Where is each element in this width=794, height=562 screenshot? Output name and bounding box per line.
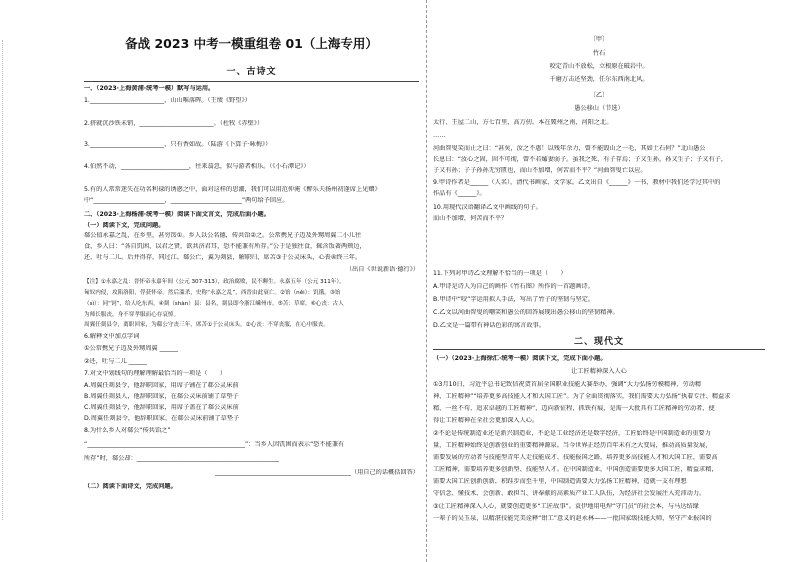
text-line: 一、（2023·上海黄浦·统考一模）默写与运用。: [84, 85, 215, 92]
text-line: 量，工匠精神始终是创新创业的重要精神源泉。当今世界正经历百年未有之大变局，推动高质量发展，: [433, 442, 712, 449]
section-rule: [433, 349, 765, 350]
text-line: D.周翼任剡县令，他辞职回家，在郗公灵床前铺了草垫子: [84, 415, 240, 422]
text-line: B.周翼任剡县人，他辞职回家，在郗公灵床前铺了草垫子: [84, 393, 239, 400]
poem-line-2: 千磨万击还坚劲，任尔东西南北风。: [549, 76, 649, 83]
text-line: 得让工匠精神在全社会更加深入人心。: [433, 417, 539, 424]
text-line: 9.甲诗作者是______（人名），清代书画家、文学家。乙文出自《______》一书，教材中我们还学过其中的: [433, 179, 721, 186]
text-line: A.甲诗是诗人为自己的画作《竹石图》所作的一首题画诗。: [433, 283, 594, 290]
text-line: C.乙文以河曲智叟的嘲笑和愚公的回答展现出愚公移山的坚韧精神。: [433, 309, 619, 316]
text-line: “___________________________________________________”：当乡人因饥困而表示“恐不能兼有: [84, 441, 345, 448]
text-line: ①公常携兄子迈及外甥周翼 ______: [84, 345, 179, 352]
text-line: 【注】①永嘉之乱：晋怀帝永嘉年间（公元 307-313），政治腐败，民不聊生。永嘉五年（公元 311年），: [84, 279, 345, 285]
yugong-title: 愚公移山（节选）: [574, 105, 624, 112]
text-line: 4.伯然不动，______________________，往来翕忽，似与游者相乐。（《小石潭记》）: [84, 163, 310, 170]
text-line: 太行、王屋二山，方七百里，高万仞。本在冀州之南，河阳之北。: [433, 119, 613, 126]
text-line: （一）阅读下文，完成问题。: [84, 222, 165, 229]
text-line: 需要大国工匠创新创新，积跬步而至千里，中国制造需要大力弘扬工匠精神，造就一支有理想: [433, 478, 687, 485]
poem-title: 竹石: [592, 50, 606, 57]
text-line: ②不论是传统制造业还是新兴制造业，不论是工业经济还是数字经济，工匠始终是中国制造业的重要力: [433, 430, 711, 437]
text-line: A.周翼任剡县令，他辞职回家，用席子铺在了郗公灵床前: [84, 382, 239, 389]
text-line: 神、工匠精神”“培养更多高技能人才和大国工匠”。为了全面贯彻落实，我们需要大力弘扬“执着专注、精益求: [433, 393, 731, 400]
text-line: 作品有《______》。: [433, 190, 486, 197]
column-divider: [426, 0, 428, 562]
text-line: 需要发展的劳动者与技能型青年人走技能成才、技能报国之路，培养更多高技能人才和大国工匠，需要高: [433, 454, 718, 461]
text-line: 5.有的人常常迷失在功名利禄的诱惑之中，面对这样的思潮，我们可以用范仲淹《醉乐夫扬州初逢席上见赠》: [84, 186, 381, 193]
text-line: 二、（2023·上海杨浦·统考一模）阅读下面文言文，完成后面小题。: [84, 211, 270, 218]
text-line: 匈奴内侵，攻陷洛阳，俘获怀帝。然后滥杀，史称“永嘉之乱”，西晋由此衰亡。②饴（něi）：饥饿。③饴: [84, 290, 341, 296]
text-line: ……: [433, 132, 446, 139]
text-line: 子又有孙；子子孙孙无穷匮也，而山不加增，何苦而不平？”河曲智叟亡以应。: [433, 167, 647, 174]
text-line: 长息曰：“汝心之固，固不可彻，曾不若孀妻弱子。虽我之死，有子存焉；子又生孙，孙又生子；子又有子，: [433, 156, 728, 163]
text-line: 所存”时，郗公却：______________________________________________: [84, 455, 280, 462]
article-title: 让工匠精神深入人心: [571, 368, 627, 375]
text-line: 而山不加增，何苦而不平？: [433, 215, 508, 222]
section-heading-classical: 一、古诗文: [226, 67, 277, 77]
text-line: （二）阅读下面诗文，完成问题。: [84, 483, 177, 490]
text-line: 还，吐与二儿。后并得存，同过江。郗公亡，翼为剡县，解职归，席苫③于公灵床头，心丧④终三年。: [84, 254, 362, 261]
text-line: B.甲诗中“咬”字运用拟人手法，写出了竹子的坚韧与坚定。: [433, 296, 595, 303]
text-line: 一辈子的吴玉泉，以精湛技能完美诠释“钳工”意义的赵永林——一批国家级技能大师，坚守产业报国的: [433, 515, 712, 522]
text-line: 3.________________________，只有香如故。（陆游《卜算子·咏梅》）: [84, 141, 272, 148]
poem-line-1: 咬定青山不放松，立根原在破岩中。: [549, 63, 649, 70]
text-line: 7.对文中划线句的理解理解最恰当的一项是（ ）: [84, 370, 227, 377]
page-title: 备战 2023 中考一模重组卷 01（上海专用）: [125, 36, 378, 51]
section-heading-modern: 二、现代文: [573, 337, 624, 347]
text-line: 工匠精神，需要培养更多创新型、技能型人才。在中国制造业，中国创造需要更多大国工匠，精益求精，: [433, 466, 718, 473]
text-line: 中“_______________________，_______________________”两句给予回应。: [84, 197, 289, 204]
text-line: 1.________________________，山山唯落晖。（王绩《野望》）: [84, 97, 251, 104]
text-line: （一）（2023·上海徐汇·统考一模）阅读下文，完成下面小题。: [433, 355, 607, 362]
poem-tag-b: 〔乙〕: [589, 92, 609, 99]
text-line: 河曲智叟笑而止之曰：“甚矣，汝之不惠！以残年余力，曾不能毁山之一毛，其如土石何？”北山愚公: [433, 145, 706, 152]
text-line: 食，乡人曰：“各自饥困，以君之贤，欲共济君耳，恐不能兼有所存。”公于是独往食，辄含饭著两颊边，: [84, 243, 366, 250]
text-line: D.乙文是一篇带有神话色彩的寓言故事。: [433, 322, 545, 329]
text-line: 10.用现代汉语翻译乙文中画线的句子。: [433, 204, 542, 211]
text-line: 精、一丝不苟、追求卓越的工匠精神”，迈向新征程，抓铁有痕，是需一大批具有工匠精神的劳动者，使: [433, 405, 715, 412]
poem-tag-a: 〔甲〕: [589, 36, 609, 43]
text-line: （sì）：同“饲”，给人吃东西。④剡（shàn）县：县名，剡县即今浙江嵊州市。⑤苫：草席。⑥心丧：古人: [84, 301, 344, 307]
text-line: 为师长服丧，身不穿孝服而心存哀悼。: [84, 312, 180, 318]
text-line: （出自《世说新语·德行》）: [345, 266, 419, 273]
text-line: 守信念、懂技术、会创新、敢担当、讲奉献的高素质产业工人队伍，为经济社会发展注入充沛动力。: [433, 490, 706, 497]
text-line: 11.下列对甲诗乙文理解不恰当的一项是（ ）: [433, 270, 567, 277]
text-line: ____________________________________________（用自己的话概括回答）: [214, 469, 419, 476]
text-line: 周翼任剡县令，离职回家，为郗公守丧三年，席苫①于公灵床头。②心丧：不穿丧服，在心中服丧。: [84, 322, 329, 328]
binding-margin-line: [2, 40, 4, 520]
text-line: ①3月10日，习近平总书记致信祝贺首届全国职业技能大赛举办，强调“大力弘扬劳模精神、劳动精: [433, 381, 702, 388]
text-line: ③让工匠精神深入人心，就要创造更多“工匠故事”。袁伊地用电焊“守门员”的社会本，与马达结缘: [433, 503, 699, 510]
text-line: 6.解释文中加点字词: [84, 333, 140, 340]
text-line: 郗公值永嘉之乱，在乡里，甚穷馁①。乡人以公名德，传共饴②之。公常携兄子迈及外甥周翼二小儿往: [84, 232, 362, 239]
text-line: ②还，吐与二儿 ______: [84, 358, 148, 365]
text-line: C.周翼任剡县令，他辞职回家，用席子盖在了郗公灵床前: [84, 404, 239, 411]
section-rule: [84, 81, 419, 82]
text-line: 8.为什么乡人对郗公“传共饴之”: [84, 427, 171, 434]
text-line: 2.挤就沉沙铁未销，________________________。（杜牧《赤壁》）: [84, 120, 264, 127]
